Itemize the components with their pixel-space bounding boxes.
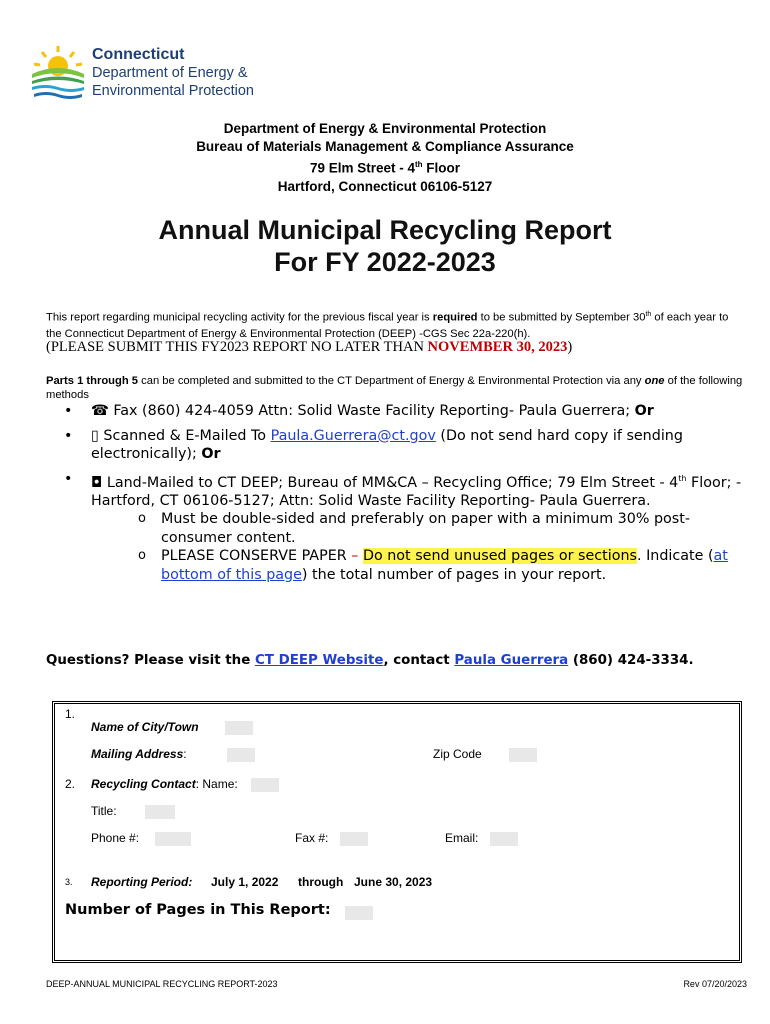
footer-right: Rev 07/20/2023	[683, 979, 747, 989]
zip-input[interactable]	[509, 748, 537, 762]
contact-link[interactable]: Paula Guerrera	[454, 653, 569, 668]
address-line-3: 79 Elm Street - 4th Floor	[309, 160, 461, 176]
ct-deep-website-link[interactable]: CT DEEP Website	[254, 653, 384, 668]
submission-methods-intro: Parts 1 through 5 can be completed and submitted to the CT Department of Energy & Environmental Protection via any one of the following methods	[46, 375, 743, 401]
logo-line-3: Environmental Protection	[92, 83, 254, 99]
email-icon: ▯	[91, 427, 99, 444]
conserve-paper-note: o PLEASE CONSERVE PAPER – Do not send unused pages or sections. Indicate (at bottom of this page) the total number of pages in your report.	[135, 547, 754, 584]
title-label: Title:	[91, 804, 117, 818]
report-form	[52, 701, 742, 963]
item-number-1: 1.	[65, 707, 76, 721]
contact-name-input[interactable]	[251, 778, 279, 792]
logo-text	[92, 46, 254, 100]
address-line-2: Bureau of Materials Management & Compliance Assurance	[196, 139, 574, 154]
method-email: • ▯ Scanned & E-Mailed To Paula.Guerrera@ct.gov (Do not send hard copy if sending electronically); Or	[64, 427, 754, 464]
method-mail: • ◘ Land-Mailed to CT DEEP; Bureau of MM&CA – Recycling Office; 79 Elm Street - 4th Floor; -Hartford, CT 06106-5127; Attn: Solid Waste Facility Reporting- Paula Guerrera. o Must be double-sided and preferably on paper with a minimum 30% post-consumer content. o PLEASE CONSERVE PAPER – Do not send unused pages or sections. Indicate (at bottom of this page) the total number of pages in your report.	[64, 470, 754, 585]
bottom-of-page-link[interactable]: at bottom of this page	[161, 548, 728, 583]
fax-input[interactable]	[340, 832, 368, 846]
fax-label: Fax #:	[295, 831, 329, 845]
period-start: July 1, 2022	[211, 875, 279, 889]
logo-line-2: Department of Energy &	[92, 65, 248, 81]
pages-input[interactable]	[345, 906, 373, 920]
method-fax: • ☎ Fax (860) 424-4059 Attn: Solid Waste Facility Reporting- Paula Guerrera; Or	[64, 402, 754, 421]
footer-left: DEEP-ANNUAL MUNICIPAL RECYCLING REPORT-2023	[46, 979, 278, 989]
phone-label: Phone #:	[91, 831, 140, 845]
title-line-1: Annual Municipal Recycling Report	[158, 215, 612, 245]
submission-deadline: (PLEASE SUBMIT THIS FY2023 REPORT NO LATER THAN NOVEMBER 30, 2023)	[46, 339, 573, 355]
item-number-3: 3.	[65, 877, 73, 887]
intro-paragraph: This report regarding municipal recycling activity for the previous fiscal year is required to be submitted by September 30th of each year to the Connecticut Department of Energy & Environmental Protection (DEEP) -CGS Sec 22a-220(h).	[46, 311, 729, 340]
reporting-period-label: Reporting Period:	[91, 875, 193, 889]
phone-icon: ☎	[91, 403, 109, 419]
ct-deep-logo	[28, 44, 88, 100]
address-line-1: Department of Energy & Environmental Protection	[223, 121, 547, 136]
submission-methods-list	[64, 402, 754, 590]
recycling-contact-label: Recycling Contact: Name:	[91, 777, 238, 791]
deadline-date: NOVEMBER 30, 2023	[427, 339, 568, 355]
email-input[interactable]	[490, 832, 518, 846]
mailing-label: Mailing Address:	[91, 747, 187, 761]
department-address	[0, 120, 770, 196]
item-number-2: 2.	[65, 777, 76, 791]
sun-water-icon	[28, 44, 88, 100]
zip-label: Zip Code	[433, 747, 482, 761]
report-title	[0, 214, 770, 278]
city-label: Name of City/Town	[91, 720, 199, 734]
address-line-4: Hartford, Connecticut 06106-5127	[277, 178, 493, 194]
pages-label: Number of Pages in This Report:	[65, 902, 331, 918]
paper-requirement: o Must be double-sided and preferably on paper with a minimum 30% post-consumer content.	[135, 510, 754, 547]
city-input[interactable]	[225, 721, 253, 735]
email-link[interactable]: Paula.Guerrera@ct.gov	[270, 427, 436, 444]
mail-icon: ◘	[91, 474, 103, 491]
period-end: June 30, 2023	[354, 875, 433, 889]
mailing-address-input[interactable]	[227, 748, 255, 762]
title-input[interactable]	[145, 805, 175, 819]
period-through: through	[298, 875, 344, 889]
email-label: Email:	[445, 831, 479, 845]
questions-line: Questions? Please visit the CT DEEP Website, contact Paula Guerrera (860) 424-3334.	[46, 653, 694, 668]
phone-input[interactable]	[155, 832, 191, 846]
logo-line-1: Connecticut	[92, 46, 185, 63]
title-line-2: For FY 2022-2023	[274, 247, 496, 277]
